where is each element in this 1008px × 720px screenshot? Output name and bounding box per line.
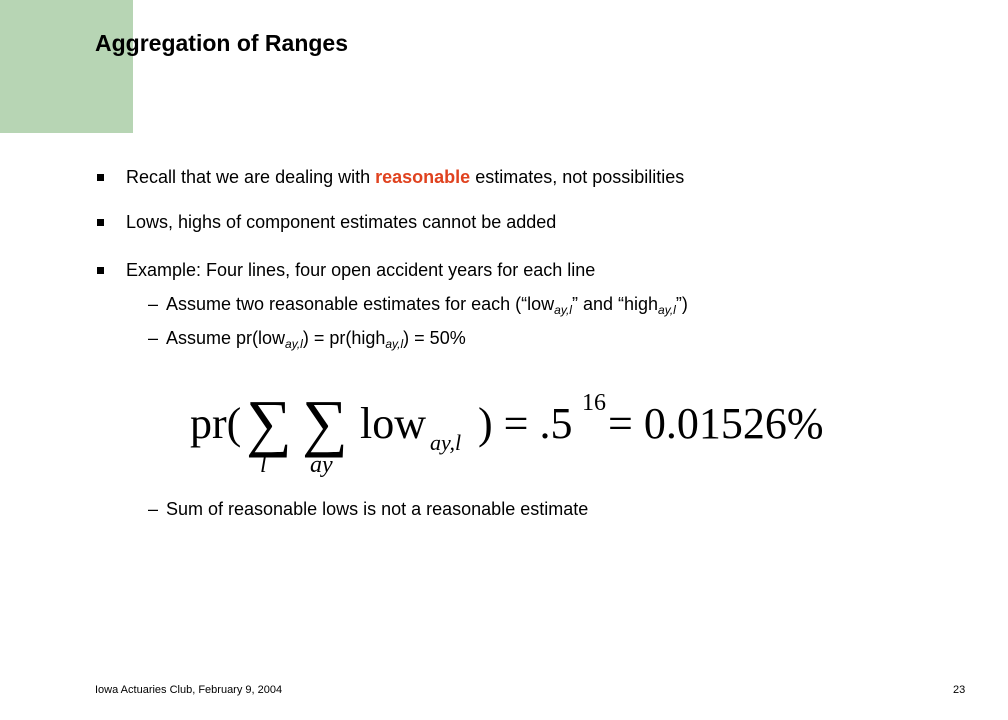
formula-exponent: 16	[582, 390, 606, 416]
dash-marker: –	[148, 294, 159, 314]
text-part: ”)	[675, 294, 688, 314]
subscript: ay,l	[385, 337, 404, 351]
sum-inner-icon: ∑	[302, 387, 348, 458]
footer-caption: Iowa Actuaries Club, February 9, 2004	[95, 684, 283, 696]
subscript: ay,l	[554, 303, 572, 317]
square-bullet-icon	[97, 267, 104, 274]
formula-close: ) = .5	[478, 399, 573, 448]
formula-result: = 0.01526%	[608, 399, 824, 448]
sub-bullet-text	[166, 327, 466, 349]
text-part: Assume pr(low	[166, 328, 286, 348]
bullet-text: Lows, highs of component estimates cannot be added	[126, 212, 557, 232]
bullet-text-end: estimates, not possibilities	[470, 167, 685, 187]
square-bullet-icon	[97, 174, 104, 181]
dash-marker: –	[148, 328, 159, 348]
sub-bullet-text: Sum of reasonable lows is not a reasonable estimate	[166, 499, 589, 519]
subscript: ay,l	[285, 337, 303, 351]
bullet-text: Example: Four lines, four open accident years for each line	[126, 260, 596, 280]
formula-pr: pr(	[190, 399, 242, 448]
square-bullet-icon	[97, 219, 104, 226]
page-number: 23	[953, 684, 966, 696]
probability-formula	[190, 378, 870, 478]
bullet-text-start: Recall that we are dealing with	[126, 167, 376, 187]
subscript: ay,l	[658, 303, 676, 317]
formula-low-subscript: ay,l	[430, 430, 462, 455]
text-part: Assume two reasonable estimates for each (“low	[166, 294, 555, 314]
slide-title: Aggregation of Ranges	[95, 30, 349, 56]
sum-inner-index: ay	[310, 452, 333, 478]
bullet-text	[126, 166, 684, 188]
dash-marker: –	[148, 499, 159, 519]
sum-outer-index: l	[260, 452, 267, 478]
text-part: ” and “high	[571, 294, 659, 314]
highlighted-word: reasonable	[375, 167, 471, 187]
sub-bullet-text	[166, 293, 688, 315]
formula-graphic	[190, 378, 870, 478]
sum-outer-icon: ∑	[246, 387, 292, 458]
text-part: ) = 50%	[403, 328, 466, 348]
text-part: ) = pr(high	[302, 328, 386, 348]
formula-low: low	[360, 399, 426, 448]
